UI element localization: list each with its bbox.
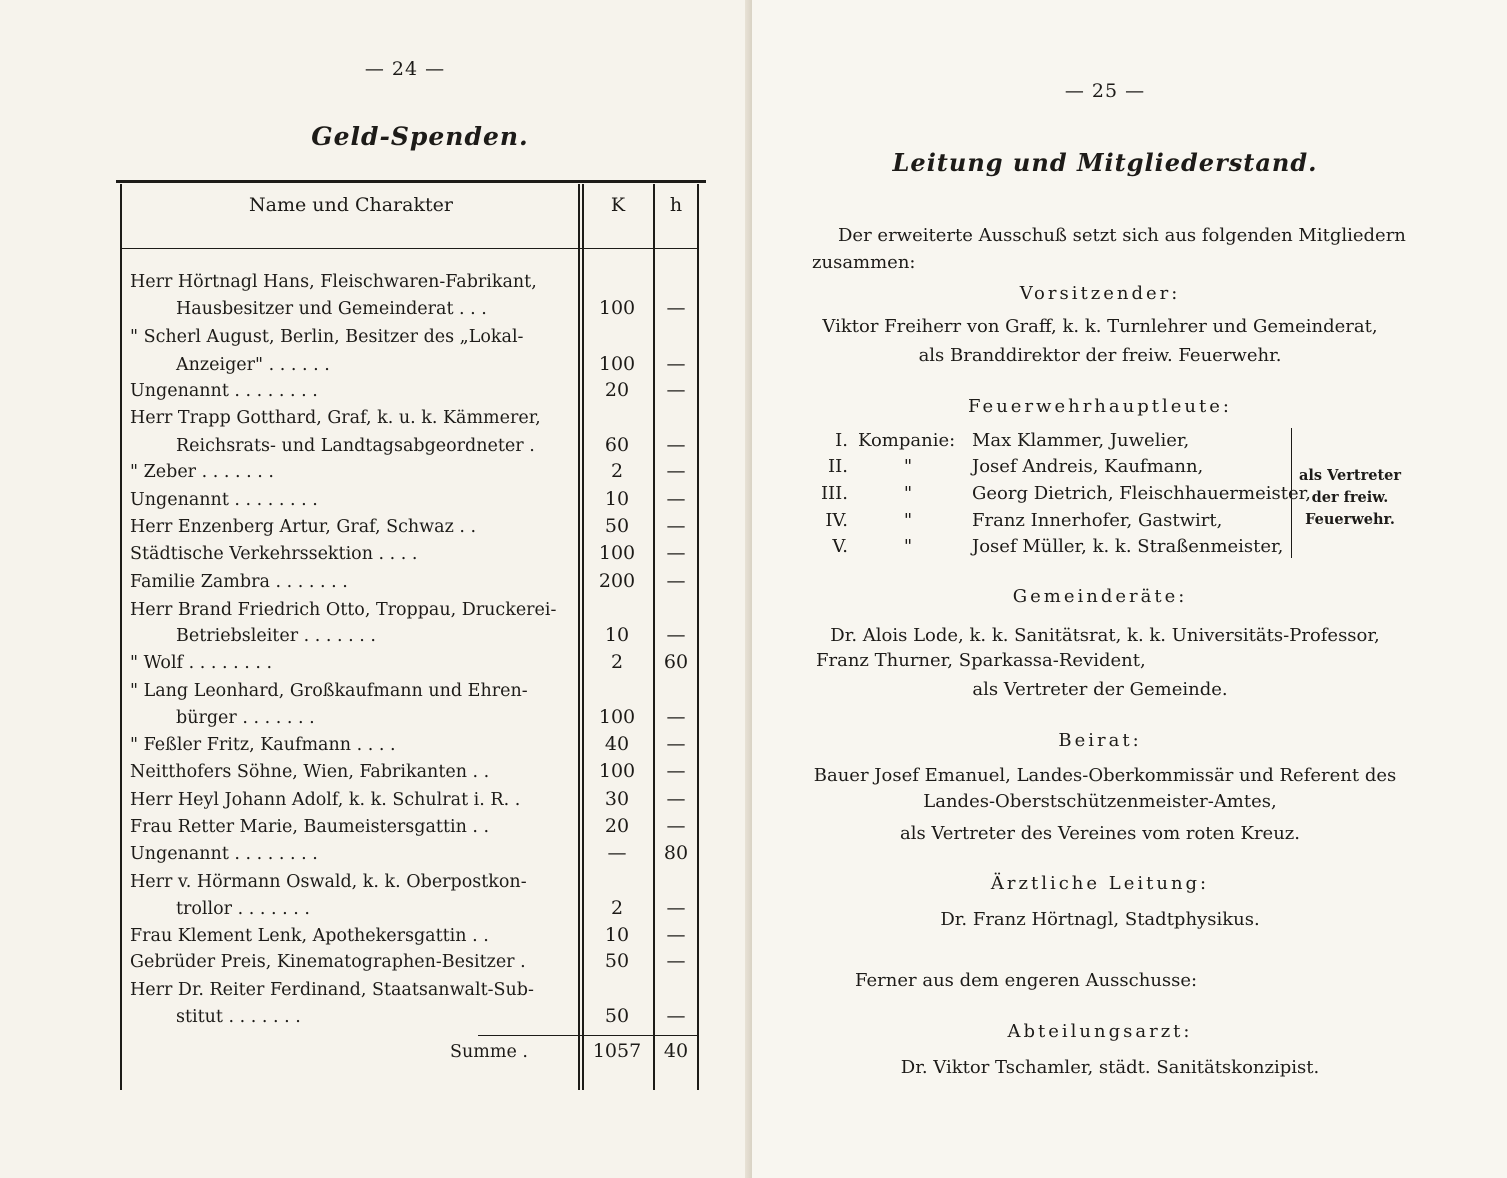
table-cell-h: — (666, 488, 686, 510)
left-page (0, 0, 752, 1178)
table-cell-k: 100 (598, 706, 636, 728)
table-cell-h: — (666, 515, 686, 537)
table-cell-k: 2 (610, 651, 624, 673)
table-row-text: Herr Heyl Johann Adolf, k. k. Schulrat i. R. . (130, 790, 521, 810)
sum-label: Summe . (450, 1042, 528, 1062)
header-k: K (610, 194, 626, 216)
table-cell-h: — (666, 624, 686, 646)
table-row-text: bürger . . . . . . . (176, 708, 315, 728)
table-row-text: Herr Brand Friedrich Otto, Troppau, Druckerei- (130, 600, 557, 620)
table-cell-h: — (666, 379, 686, 401)
brace-note-1: als Vertreter (1298, 467, 1402, 484)
table-row-text: Herr Hörtnagl Hans, Fleischwaren-Fabrikant, (130, 272, 537, 292)
aerztlich-title: Ärztliche Leitung: (990, 873, 1210, 894)
table-cell-k: 20 (604, 379, 630, 401)
page-number-left: — 24 — (364, 58, 446, 80)
brace-note-2: der freiw. (1311, 489, 1389, 506)
table-row-text: trollor . . . . . . . (176, 899, 310, 919)
table-cell-k: 100 (598, 760, 636, 782)
table-row-text: Herr Enzenberg Artur, Graf, Schwaz . . (130, 517, 477, 537)
kompanie-number: III. (820, 483, 848, 504)
table-cell-k: 50 (604, 950, 630, 972)
table-row-text: Hausbesitzer und Gemeinderat . . . (176, 299, 487, 319)
table-divider-k-1 (578, 184, 580, 1090)
table-row-text: Frau Klement Lenk, Apothekersgattin . . (130, 926, 489, 946)
abteilung-line-1: Dr. Viktor Tschamler, städt. Sanitätskonzipist. (900, 1057, 1320, 1078)
table-cell-k: 10 (604, 924, 630, 946)
table-row-text: Reichsrats- und Landtagsabgeordneter . (176, 436, 535, 456)
table-row-text: Betriebsleiter . . . . . . . (176, 626, 376, 646)
table-cell-k: 2 (610, 897, 624, 919)
table-cell-h: — (666, 297, 686, 319)
table-cell-k: 2 (610, 460, 624, 482)
header-name: Name und Charakter (249, 194, 453, 216)
table-row-text: " Lang Leonhard, Großkaufmann und Ehren- (130, 681, 528, 701)
ferner-line: Ferner aus dem engeren Ausschusse: (855, 970, 1198, 991)
table-cell-h: — (666, 897, 686, 919)
table-cell-k: 200 (598, 570, 636, 592)
kompanie-number: II. (828, 456, 848, 477)
table-cell-k: 50 (604, 515, 630, 537)
table-cell-k: 10 (604, 488, 630, 510)
table-cell-h: — (666, 460, 686, 482)
vorsitzender-line-2: als Branddirektor der freiw. Feuerwehr. (918, 345, 1282, 366)
vorsitzender-title: Vorsitzender: (1019, 283, 1181, 304)
table-cell-k: 100 (598, 353, 636, 375)
table-row-text: Herr Trapp Gotthard, Graf, k. u. k. Kämmerer, (130, 408, 541, 428)
table-row-text: Gebrüder Preis, Kinematographen-Besitzer . (130, 952, 526, 972)
table-row-text: Herr Dr. Reiter Ferdinand, Staatsanwalt-Sub- (130, 980, 534, 1000)
table-cell-h: — (666, 706, 686, 728)
intro-line-1: Der erweiterte Ausschuß setzt sich aus folgenden Mitgliedern (838, 225, 1406, 246)
table-row-text: " Wolf . . . . . . . . (130, 653, 273, 673)
table-row-text: " Scherl August, Berlin, Besitzer des „Lokal- (130, 327, 524, 347)
sum-k: 1057 (592, 1040, 642, 1062)
beirat-line-3: als Vertreter des Vereines vom roten Kreuz. (899, 823, 1301, 844)
table-cell-h: — (666, 434, 686, 456)
hauptmann-name: Josef Müller, k. k. Straßenmeister, (972, 536, 1284, 557)
brace-note-3: Feuerwehr. (1305, 511, 1395, 528)
kompanie-label: " (903, 456, 913, 477)
table-cell-h: — (666, 788, 686, 810)
header-h: h (669, 194, 683, 216)
beirat-title: Beirat: (1058, 730, 1142, 751)
beirat-line-1: Bauer Josef Emanuel, Landes-Oberkommissär und Referent des (813, 765, 1397, 786)
table-cell-h: — (666, 733, 686, 755)
table-cell-h: 60 (663, 651, 689, 673)
table-cell-k: 40 (604, 733, 630, 755)
table-cell-k: 100 (598, 297, 636, 319)
table-row-text: stitut . . . . . . . (176, 1007, 301, 1027)
hauptleute-title: Feuerwehrhauptleute: (968, 396, 1232, 417)
intro-line-2: zusammen: (812, 252, 916, 273)
table-row-text: Familie Zambra . . . . . . . (130, 572, 348, 592)
table-cell-k: — (607, 842, 627, 864)
table-cell-k: 100 (598, 542, 636, 564)
table-row-text: Städtische Verkehrssektion . . . . (130, 544, 418, 564)
table-row-text: Anzeiger" . . . . . . (176, 355, 330, 375)
table-cell-h: — (666, 815, 686, 837)
table-row-text: Ungenannt . . . . . . . . (130, 381, 318, 401)
hauptmann-name: Franz Innerhofer, Gastwirt, (972, 510, 1223, 531)
table-cell-h: 80 (663, 842, 689, 864)
kompanie-label: " (903, 483, 913, 504)
heading-geld-spenden: Geld-Spenden. (311, 122, 529, 151)
table-cell-h: — (666, 353, 686, 375)
table-cell-k: 60 (604, 434, 630, 456)
table-cell-h: — (666, 924, 686, 946)
table-row-text: " Zeber . . . . . . . (130, 462, 274, 482)
sum-h: 40 (663, 1040, 689, 1062)
abteilung-title: Abteilungsarzt: (1007, 1021, 1193, 1042)
sum-rule (478, 1035, 698, 1036)
table-cell-h: — (666, 760, 686, 782)
table-row-text: Neitthofers Söhne, Wien, Fabrikanten . . (130, 762, 490, 782)
table-cell-k: 30 (604, 788, 630, 810)
hauptmann-name: Josef Andreis, Kaufmann, (972, 456, 1204, 477)
vorsitzender-line-1: Viktor Freiherr von Graff, k. k. Turnlehrer und Gemeinderat, (822, 316, 1378, 337)
kompanie-number: IV. (825, 510, 848, 531)
table-cell-h: — (666, 570, 686, 592)
gemeinderaete-line-2: Franz Thurner, Sparkassa-Revident, (816, 650, 1146, 671)
donations-table (116, 180, 706, 1085)
table-left-border (120, 184, 122, 1090)
table-cell-h: — (666, 950, 686, 972)
table-row-text: " Feßler Fritz, Kaufmann . . . . (130, 735, 396, 755)
table-cell-h: — (666, 1005, 686, 1027)
kompanie-label: Kompanie: (858, 430, 956, 451)
table-top-rule (116, 180, 706, 183)
table-row-text: Herr v. Hörmann Oswald, k. k. Oberpostkon- (130, 872, 527, 892)
gemeinderaete-line-3: als Vertreter der Gemeinde. (972, 679, 1228, 700)
gemeinderaete-title: Gemeinderäte: (1012, 586, 1188, 607)
kompanie-number: V. (832, 536, 848, 557)
heading-leitung: Leitung und Mitgliederstand. (892, 148, 1318, 177)
table-cell-h: — (666, 542, 686, 564)
kompanie-label: " (903, 510, 913, 531)
kompanie-number: I. (835, 430, 848, 451)
page-number-right: — 25 — (1064, 80, 1146, 102)
table-header-rule (120, 248, 698, 249)
table-row-text: Ungenannt . . . . . . . . (130, 490, 318, 510)
table-cell-k: 20 (604, 815, 630, 837)
hauptmann-name: Max Klammer, Juwelier, (972, 430, 1190, 451)
kompanie-label: " (903, 536, 913, 557)
table-cell-k: 10 (604, 624, 630, 646)
table-row-text: Ungenannt . . . . . . . . (130, 844, 318, 864)
table-row-text: Frau Retter Marie, Baumeistersgattin . . (130, 817, 490, 837)
beirat-line-2: Landes-Oberstschützenmeister-Amtes, (923, 791, 1277, 812)
hauptmann-name: Georg Dietrich, Fleischhauermeister, (972, 483, 1311, 504)
aerztlich-line-1: Dr. Franz Hörtnagl, Stadtphysikus. (940, 909, 1260, 930)
table-cell-k: 50 (604, 1005, 630, 1027)
gemeinderaete-line-1: Dr. Alois Lode, k. k. Sanitätsrat, k. k. Universitäts-Professor, (830, 625, 1380, 646)
